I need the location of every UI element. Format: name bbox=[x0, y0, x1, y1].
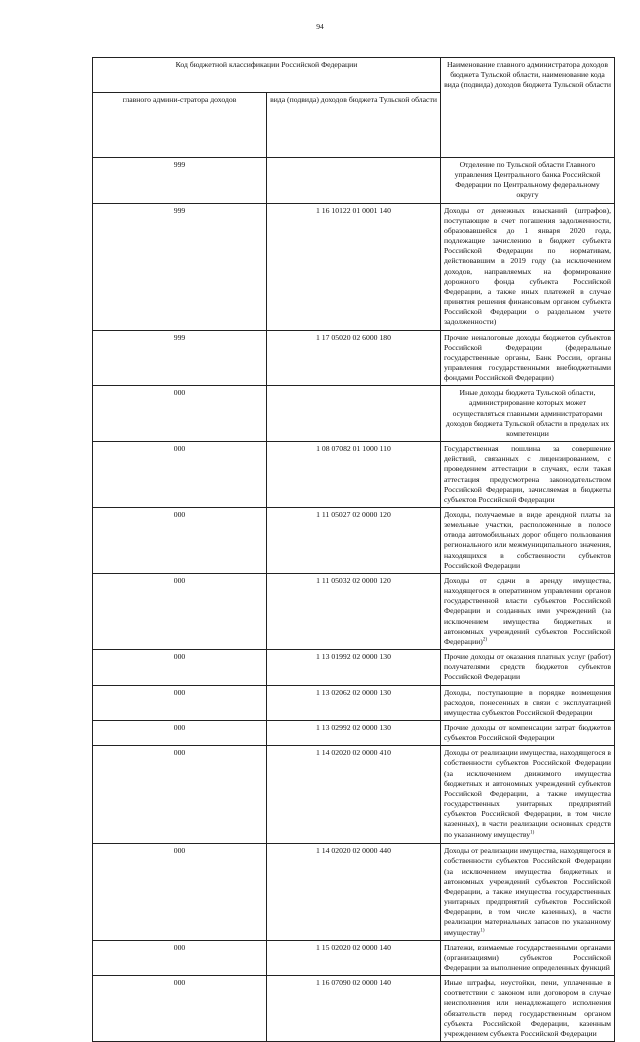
income-name-cell bbox=[441, 685, 615, 720]
income-name-cell bbox=[441, 158, 615, 204]
table-row bbox=[93, 746, 615, 844]
income-name-cell bbox=[441, 940, 615, 975]
income-code-cell: 1 15 02020 02 0000 140 bbox=[267, 940, 441, 975]
income-name-cell bbox=[441, 508, 615, 574]
income-name-cell bbox=[441, 844, 615, 940]
income-name-text: Доходы от денежных взысканий (штрафов), поступающие в счет погашения задолженности, образовавшейся до 1 января 2020 года, подлежащие зачислению в бюджет субъекта Российской Федерации по нормативам, действовавшим в 2019 году (за исключением доходов, направляемых на формирование дорожного фонда субъекта Российской Федерации, а также иных платежей в случае принятия решения финансовым органом субъекта Российской Федерации о раздельном учете задолженности) bbox=[444, 205, 611, 327]
table-row bbox=[93, 573, 615, 649]
table-row bbox=[93, 442, 615, 508]
footnote-mark: 1) bbox=[480, 927, 485, 933]
footnote-mark: 2) bbox=[482, 637, 488, 643]
income-name-cell bbox=[441, 976, 615, 1042]
income-name-text: Государственная пошлина за совершение действий, связанных с лицензированием, с проведением аттестации в случаях, если такая аттестация предусмотрена законодательством Российской Федерации, зачисляемая в бюджеты субъектов Российской Федерации bbox=[444, 444, 611, 504]
budget-classification-table bbox=[92, 57, 615, 1042]
income-name-text: Платежи, взимаемые государственными органами (организациями) субъектов Российской Федерации за выполнение определенных функций bbox=[444, 942, 611, 972]
income-name-cell bbox=[441, 203, 615, 330]
kbk-header-cell: Код бюджетной классификации Российской Федерации bbox=[93, 58, 441, 93]
table-row bbox=[93, 940, 615, 975]
income-code-cell: 1 11 05027 02 0000 120 bbox=[267, 508, 441, 574]
table-row bbox=[93, 720, 615, 745]
income-code-cell: 1 11 05032 02 0000 120 bbox=[267, 573, 441, 649]
income-code-cell: 1 17 05020 02 6000 180 bbox=[267, 330, 441, 386]
admin-code-cell: 000 bbox=[93, 685, 267, 720]
table-row bbox=[93, 508, 615, 574]
income-name-text: Иные доходы бюджета Тульской области, администрирование которых может осуществляться главными администраторами доходов бюджета Тульской области в пределах их компетенции bbox=[445, 388, 610, 438]
admin-code-cell: 999 bbox=[93, 203, 267, 330]
table-header-row bbox=[93, 58, 615, 93]
income-name-cell bbox=[441, 386, 615, 442]
income-name-text: Доходы, получаемые в виде арендной платы за земельные участки, расположенные в полосе отвода автомобильных дорог общего пользования регионального или межмуниципального значения, находящихся в собственности субъектов Российской Федерации bbox=[444, 510, 611, 570]
admin-code-header-cell: главного админи-стратора доходов bbox=[93, 93, 267, 158]
admin-code-cell: 000 bbox=[93, 844, 267, 940]
admin-code-cell: 999 bbox=[93, 158, 267, 204]
income-code-header-cell: вида (подвида) доходов бюджета Тульской области bbox=[267, 93, 441, 158]
income-name-text: Доходы от реализации имущества, находящегося в собственности субъектов Российской Федерации (за исключением имущества бюджетных и автономных учреждений субъектов Российской Федерации, а также имущества государственных унитарных предприятий субъектов Российской Федерации, в том числе казенных), в части реализации материальных запасов по указанному имуществу bbox=[444, 846, 611, 937]
income-code-cell: 1 14 02020 02 0000 410 bbox=[267, 746, 441, 844]
admin-code-cell: 000 bbox=[93, 442, 267, 508]
table-row bbox=[93, 386, 615, 442]
income-name-text: Доходы, поступающие в порядке возмещения расходов, понесенных в связи с эксплуатацией имущества субъектов Российской Федерации bbox=[444, 687, 611, 717]
table-row bbox=[93, 203, 615, 330]
income-code-cell: 1 13 02062 02 0000 130 bbox=[267, 685, 441, 720]
table-row bbox=[93, 330, 615, 386]
admin-code-cell: 999 bbox=[93, 330, 267, 386]
income-name-text: Доходы от сдачи в аренду имущества, находящегося в оперативном управлении органов государственной власти субъектов Российской Федерации и созданных ими учреждений (за исключением имущества бюджетных и автономных учреждений субъектов Российской Федерации) bbox=[444, 575, 611, 646]
admin-code-cell: 000 bbox=[93, 720, 267, 745]
income-code-cell bbox=[267, 386, 441, 442]
admin-code-cell: 000 bbox=[93, 940, 267, 975]
income-code-cell: 1 16 07090 02 0000 140 bbox=[267, 976, 441, 1042]
admin-name-header-cell: Наименование главного администратора доходов бюджета Тульской области, наименование кода вида (подвида) доходов бюджета Тульской области bbox=[441, 58, 615, 158]
income-name-cell bbox=[441, 650, 615, 685]
table-row bbox=[93, 158, 615, 204]
income-name-text: Прочие доходы от оказания платных услуг (работ) получателями средств бюджетов субъектов Российской Федерации bbox=[444, 652, 611, 682]
admin-code-cell: 000 bbox=[93, 976, 267, 1042]
income-code-cell: 1 13 01992 02 0000 130 bbox=[267, 650, 441, 685]
income-code-cell: 1 08 07082 01 1000 110 bbox=[267, 442, 441, 508]
income-code-cell: 1 16 10122 01 0001 140 bbox=[267, 203, 441, 330]
admin-code-cell: 000 bbox=[93, 508, 267, 574]
income-code-cell: 1 14 02020 02 0000 440 bbox=[267, 844, 441, 940]
page-number: 94 bbox=[316, 22, 324, 31]
admin-code-cell: 000 bbox=[93, 746, 267, 844]
income-name-text: Отделение по Тульской области Главного управления Центрального банка Российской Федерации по Центральному федеральному округу bbox=[454, 160, 601, 200]
table-row bbox=[93, 976, 615, 1042]
footnote-mark: 1) bbox=[530, 829, 535, 835]
income-name-cell bbox=[441, 746, 615, 844]
admin-code-cell: 000 bbox=[93, 573, 267, 649]
income-name-cell bbox=[441, 720, 615, 745]
table-row bbox=[93, 844, 615, 940]
admin-code-cell: 000 bbox=[93, 650, 267, 685]
table-row bbox=[93, 685, 615, 720]
income-name-cell bbox=[441, 573, 615, 649]
table-row bbox=[93, 650, 615, 685]
income-name-text: Прочие доходы от компенсации затрат бюджетов субъектов Российской Федерации bbox=[444, 722, 611, 743]
income-name-text: Прочие неналоговые доходы бюджетов субъектов Российской Федерации (федеральные государственные органы, Банк России, органы управления государственными внебюджетными фондами Российской Федерации) bbox=[444, 332, 611, 383]
admin-code-cell: 000 bbox=[93, 386, 267, 442]
income-name-cell bbox=[441, 330, 615, 386]
income-code-cell bbox=[267, 158, 441, 204]
income-name-text: Иные штрафы, неустойки, пени, уплаченные в соответствии с законом или договором в случае неисполнения или ненадлежащего исполнения обязательств перед государственным органом субъекта Российской Федерации, казенным учреждением субъекта Российской Федерации bbox=[444, 978, 611, 1038]
income-name-cell bbox=[441, 442, 615, 508]
income-code-cell: 1 13 02992 02 0000 130 bbox=[267, 720, 441, 745]
income-name-text: Доходы от реализации имущества, находящегося в собственности субъектов Российской Федерации (за исключением движимого имущества бюджетных и автономных учреждений субъектов Российской Федерации, а также имущества государственных унитарных предприятий субъектов Российской Федерации, в том числе казенных), в части реализации основных средств по указанному имуществу bbox=[444, 748, 611, 839]
